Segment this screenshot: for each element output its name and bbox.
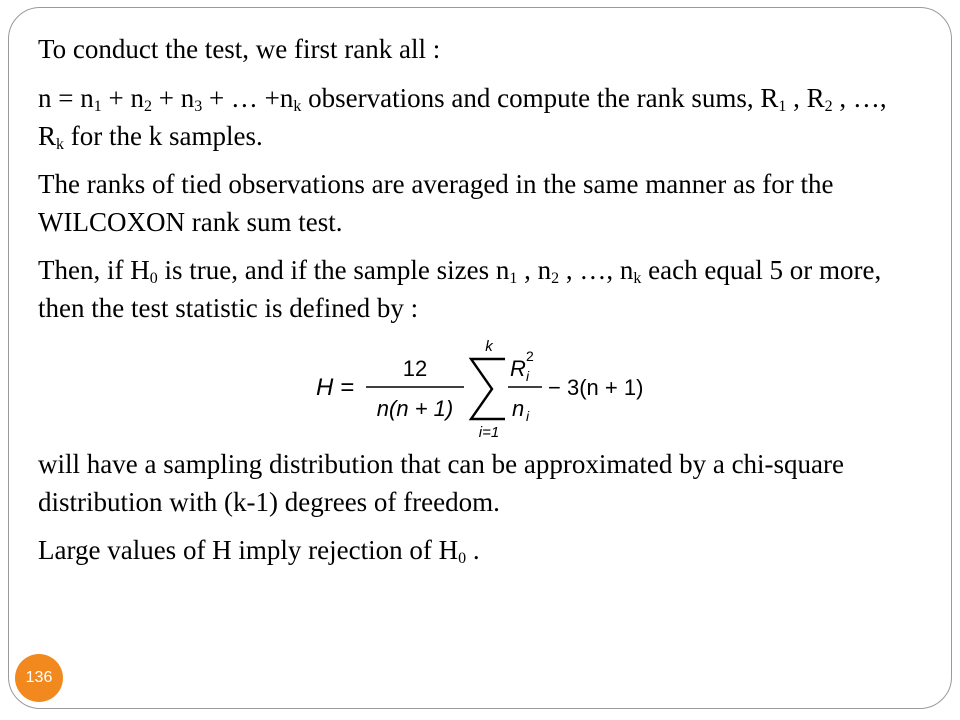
- text: Large values of H imply rejection of H: [38, 535, 459, 565]
- subscript: 3: [194, 98, 203, 115]
- text: for the k samples.: [64, 121, 263, 151]
- term-numerator-sup: 2: [526, 348, 534, 364]
- text: Then, if H: [38, 255, 150, 285]
- subscript: k: [293, 98, 302, 115]
- formula-lhs: H =: [316, 374, 355, 401]
- text: .: [466, 535, 480, 565]
- paragraph-observations: [38, 79, 918, 155]
- summation-icon: [471, 359, 505, 419]
- term-numerator: R: [510, 356, 526, 381]
- text: , …, R: [38, 83, 887, 151]
- term-denominator-sub: i: [526, 408, 530, 424]
- formula-tail: − 3(n + 1): [548, 375, 644, 400]
- text: observations and compute the rank sums, R: [301, 83, 779, 113]
- subscript: 2: [143, 98, 152, 115]
- kruskal-wallis-formula: [38, 337, 918, 441]
- text: , …, n: [559, 255, 634, 285]
- subscript: 1: [93, 98, 102, 115]
- paragraph-rank-all: To conduct the test, we first rank all :: [38, 34, 441, 64]
- text: , R: [786, 83, 825, 113]
- paragraph-ties: The ranks of tied observations are averaged in the same manner as for the WILCOXON rank sum test.: [38, 169, 834, 237]
- text: , n: [517, 255, 552, 285]
- subscript: k: [56, 136, 65, 153]
- paragraph-conditions: [38, 251, 918, 327]
- paragraph-distribution: will have a sampling distribution that can be approximated by a chi-square distribution with (k-1) degrees of freedom.: [38, 449, 845, 517]
- slide-body: [38, 30, 918, 569]
- subscript: 0: [458, 550, 467, 567]
- subscript: 2: [824, 98, 833, 115]
- text: is true, and if the sample sizes n: [157, 255, 510, 285]
- subscript: 1: [778, 98, 787, 115]
- formula-svg: [308, 337, 668, 441]
- subscript: 1: [509, 270, 518, 287]
- text: + … +n: [202, 83, 294, 113]
- text: + n: [151, 83, 195, 113]
- text: each equal 5 or more, then the test statistic is defined by :: [38, 255, 882, 323]
- sum-lower-limit: i=1: [478, 424, 500, 441]
- text: + n: [101, 83, 144, 113]
- paragraph-rejection: [38, 531, 918, 569]
- sum-upper-limit: k: [485, 338, 493, 355]
- formula-denominator: n(n + 1): [376, 396, 454, 421]
- term-denominator: n: [512, 396, 525, 421]
- subscript: 2: [551, 270, 560, 287]
- subscript: 0: [149, 270, 158, 287]
- subscript: k: [633, 270, 642, 287]
- text: n = n: [38, 83, 94, 113]
- page-number-badge: 136: [15, 654, 63, 702]
- term-numerator-sub: i: [526, 368, 530, 384]
- formula-numerator: 12: [402, 356, 428, 381]
